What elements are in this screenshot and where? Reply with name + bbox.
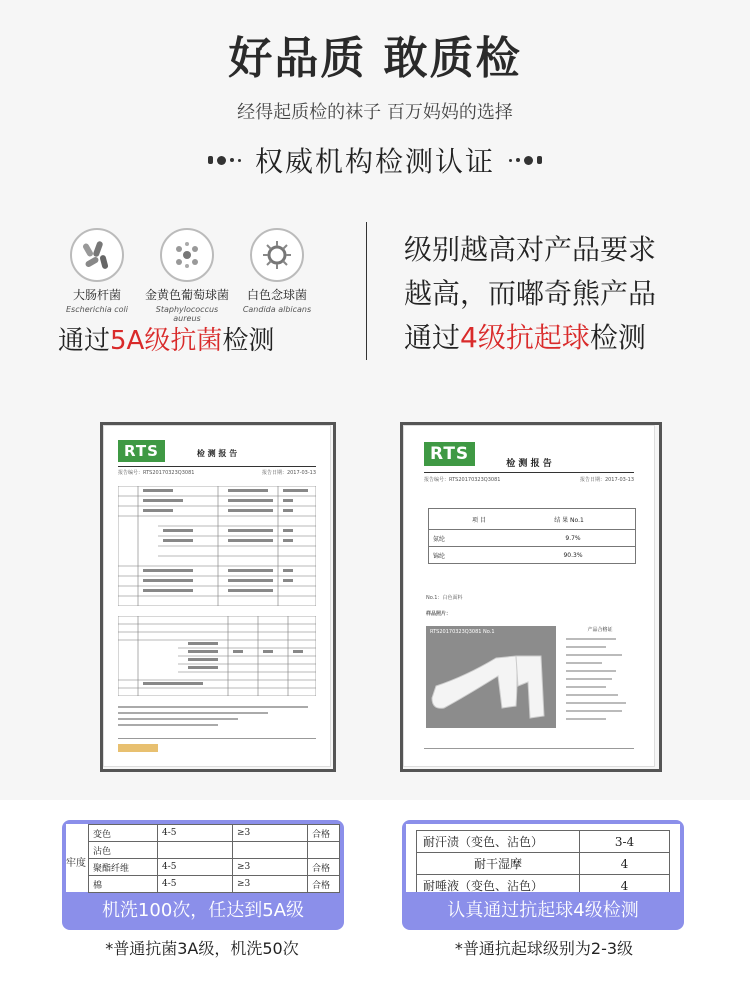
- fiber-head-result: 结 果 No.1: [554, 516, 584, 524]
- cell-result: [308, 842, 340, 859]
- side-label: 牢度: [66, 858, 86, 869]
- bacteria-name: 金黄色葡萄球菌: [144, 288, 229, 302]
- report-date: 报告日期：2017-03-13: [579, 477, 634, 483]
- rod-bacteria-icon: [70, 228, 124, 282]
- fiber-head-item: 项 目: [472, 516, 486, 524]
- report-right: [404, 426, 654, 766]
- bacteria-name: 大肠杆菌: [72, 288, 121, 302]
- cell-item: 聚酯纤维: [89, 859, 158, 876]
- pilling-line-3: [404, 316, 724, 360]
- fiber-name: 锦纶: [433, 552, 446, 560]
- pilling-test-card: [402, 820, 684, 930]
- cell-result: 合格: [308, 825, 340, 842]
- cell-item: 变色: [89, 825, 158, 842]
- cell-value: 4: [580, 853, 670, 875]
- bacteria-item-1: [52, 228, 142, 323]
- table-row: [89, 825, 340, 842]
- cell-req: ≥3: [233, 876, 308, 893]
- report-number: 报告编号：RTS20170323Q3081: [118, 470, 195, 476]
- cell-item: 棉: [89, 876, 158, 893]
- report-left-table-2: [118, 616, 316, 696]
- cell-item: 沾色: [89, 842, 158, 859]
- pilling-test-label: 认真通过抗起球4级检测: [447, 900, 639, 921]
- cell-item: 耐干湿摩: [417, 853, 580, 875]
- cell-req: [233, 842, 308, 859]
- pilling-line-2: 越高，而嘟奇熊产品: [404, 277, 657, 310]
- wash-test-label: 机洗100次，任达到5A级: [101, 900, 305, 921]
- rts-logo: RTS: [118, 440, 165, 462]
- table-row: [417, 875, 670, 893]
- wash-test-card: [62, 820, 344, 930]
- bacteria-item-3: [232, 228, 322, 323]
- wash-test-note: *普通抗菌3A级，机洗50次: [105, 939, 299, 958]
- cell-req: ≥3: [233, 825, 308, 842]
- wash-test-table: [66, 824, 340, 892]
- photo-code: RTS20170323Q3081 No.1: [430, 629, 495, 635]
- report-date: 报告日期：2017-03-13: [261, 470, 316, 476]
- report-number: 报告编号：RTS20170323Q3081: [424, 477, 501, 483]
- pilling-test-table: [406, 824, 680, 892]
- tights-image: [426, 626, 556, 728]
- cell-item: 耐唾液（变色、沾色）: [417, 875, 580, 893]
- antibacterial-summary: [58, 320, 274, 357]
- fiber-table: [428, 508, 636, 564]
- vertical-divider: [366, 222, 367, 360]
- cell-value: [158, 842, 233, 859]
- cell-value: 4: [580, 875, 670, 893]
- sample-label: No.1：白色面料: [426, 595, 463, 601]
- cell-req: ≥3: [233, 859, 308, 876]
- report-title: 检 测 报 告: [506, 459, 552, 469]
- photo-label: 样品照片：: [426, 611, 452, 617]
- bacteria-latin: Escherichia coli: [66, 305, 128, 314]
- fiber-value: 9.7%: [565, 534, 581, 542]
- table-row: [89, 842, 340, 859]
- page-subtitle: 经得起质检的袜子 百万妈妈的选择: [237, 102, 513, 123]
- right-dots-icon: [509, 156, 542, 165]
- report-left: [104, 426, 330, 766]
- pilling-line-1: 级别越高对产品要求: [404, 233, 657, 266]
- report-left-notes: [118, 704, 316, 734]
- pilling-test-note: *普通抗起球级别为2-3级: [454, 939, 634, 958]
- certification-heading: [0, 138, 750, 182]
- pilling-prefix: 通过: [404, 321, 461, 354]
- cell-value: 4-5: [158, 859, 233, 876]
- bacteria-latin: Candida albicans: [242, 305, 312, 314]
- summary-prefix: 通过: [58, 326, 111, 356]
- table-row: [417, 853, 670, 875]
- product-certificate: [562, 626, 638, 728]
- page-title: 好品质 敢质检: [228, 33, 522, 84]
- bacteria-latin: Staphylococcus aureus: [155, 305, 219, 323]
- bacteria-name: 白色念球菌: [246, 288, 307, 302]
- summary-highlight: 5A级抗菌: [110, 326, 223, 356]
- cell-value: 4-5: [158, 876, 233, 893]
- pilling-suffix: 检测: [589, 321, 646, 354]
- table-row: [417, 831, 670, 853]
- cell-value: 4-5: [158, 825, 233, 842]
- table-row: [89, 876, 340, 893]
- report-stamp: [118, 744, 158, 752]
- pilling-description: [404, 228, 724, 360]
- summary-suffix: 检测: [222, 326, 275, 356]
- cell-value: 3-4: [580, 831, 670, 853]
- antibacterial-icons: [52, 228, 322, 323]
- cell-result: 合格: [308, 859, 340, 876]
- report-left-table-1: [118, 486, 316, 606]
- bacteria-item-2: [142, 228, 232, 323]
- sample-photo: [426, 626, 556, 728]
- report-title: 检 测 报 告: [196, 449, 238, 458]
- left-dots-icon: [208, 156, 241, 165]
- fiber-name: 氨纶: [433, 535, 446, 543]
- fiber-value: 90.3%: [563, 551, 583, 559]
- pilling-highlight: 4级抗起球: [460, 321, 590, 354]
- cocci-bacteria-icon: [160, 228, 214, 282]
- table-row: [89, 859, 340, 876]
- rts-logo: RTS: [424, 442, 475, 466]
- certificate-title: 产品合格证: [587, 627, 613, 633]
- fungus-icon: [250, 228, 304, 282]
- cell-result: 合格: [308, 876, 340, 893]
- cell-item: 耐汗渍（变色、沾色）: [417, 831, 580, 853]
- certification-label: 权威机构检测认证: [254, 145, 495, 178]
